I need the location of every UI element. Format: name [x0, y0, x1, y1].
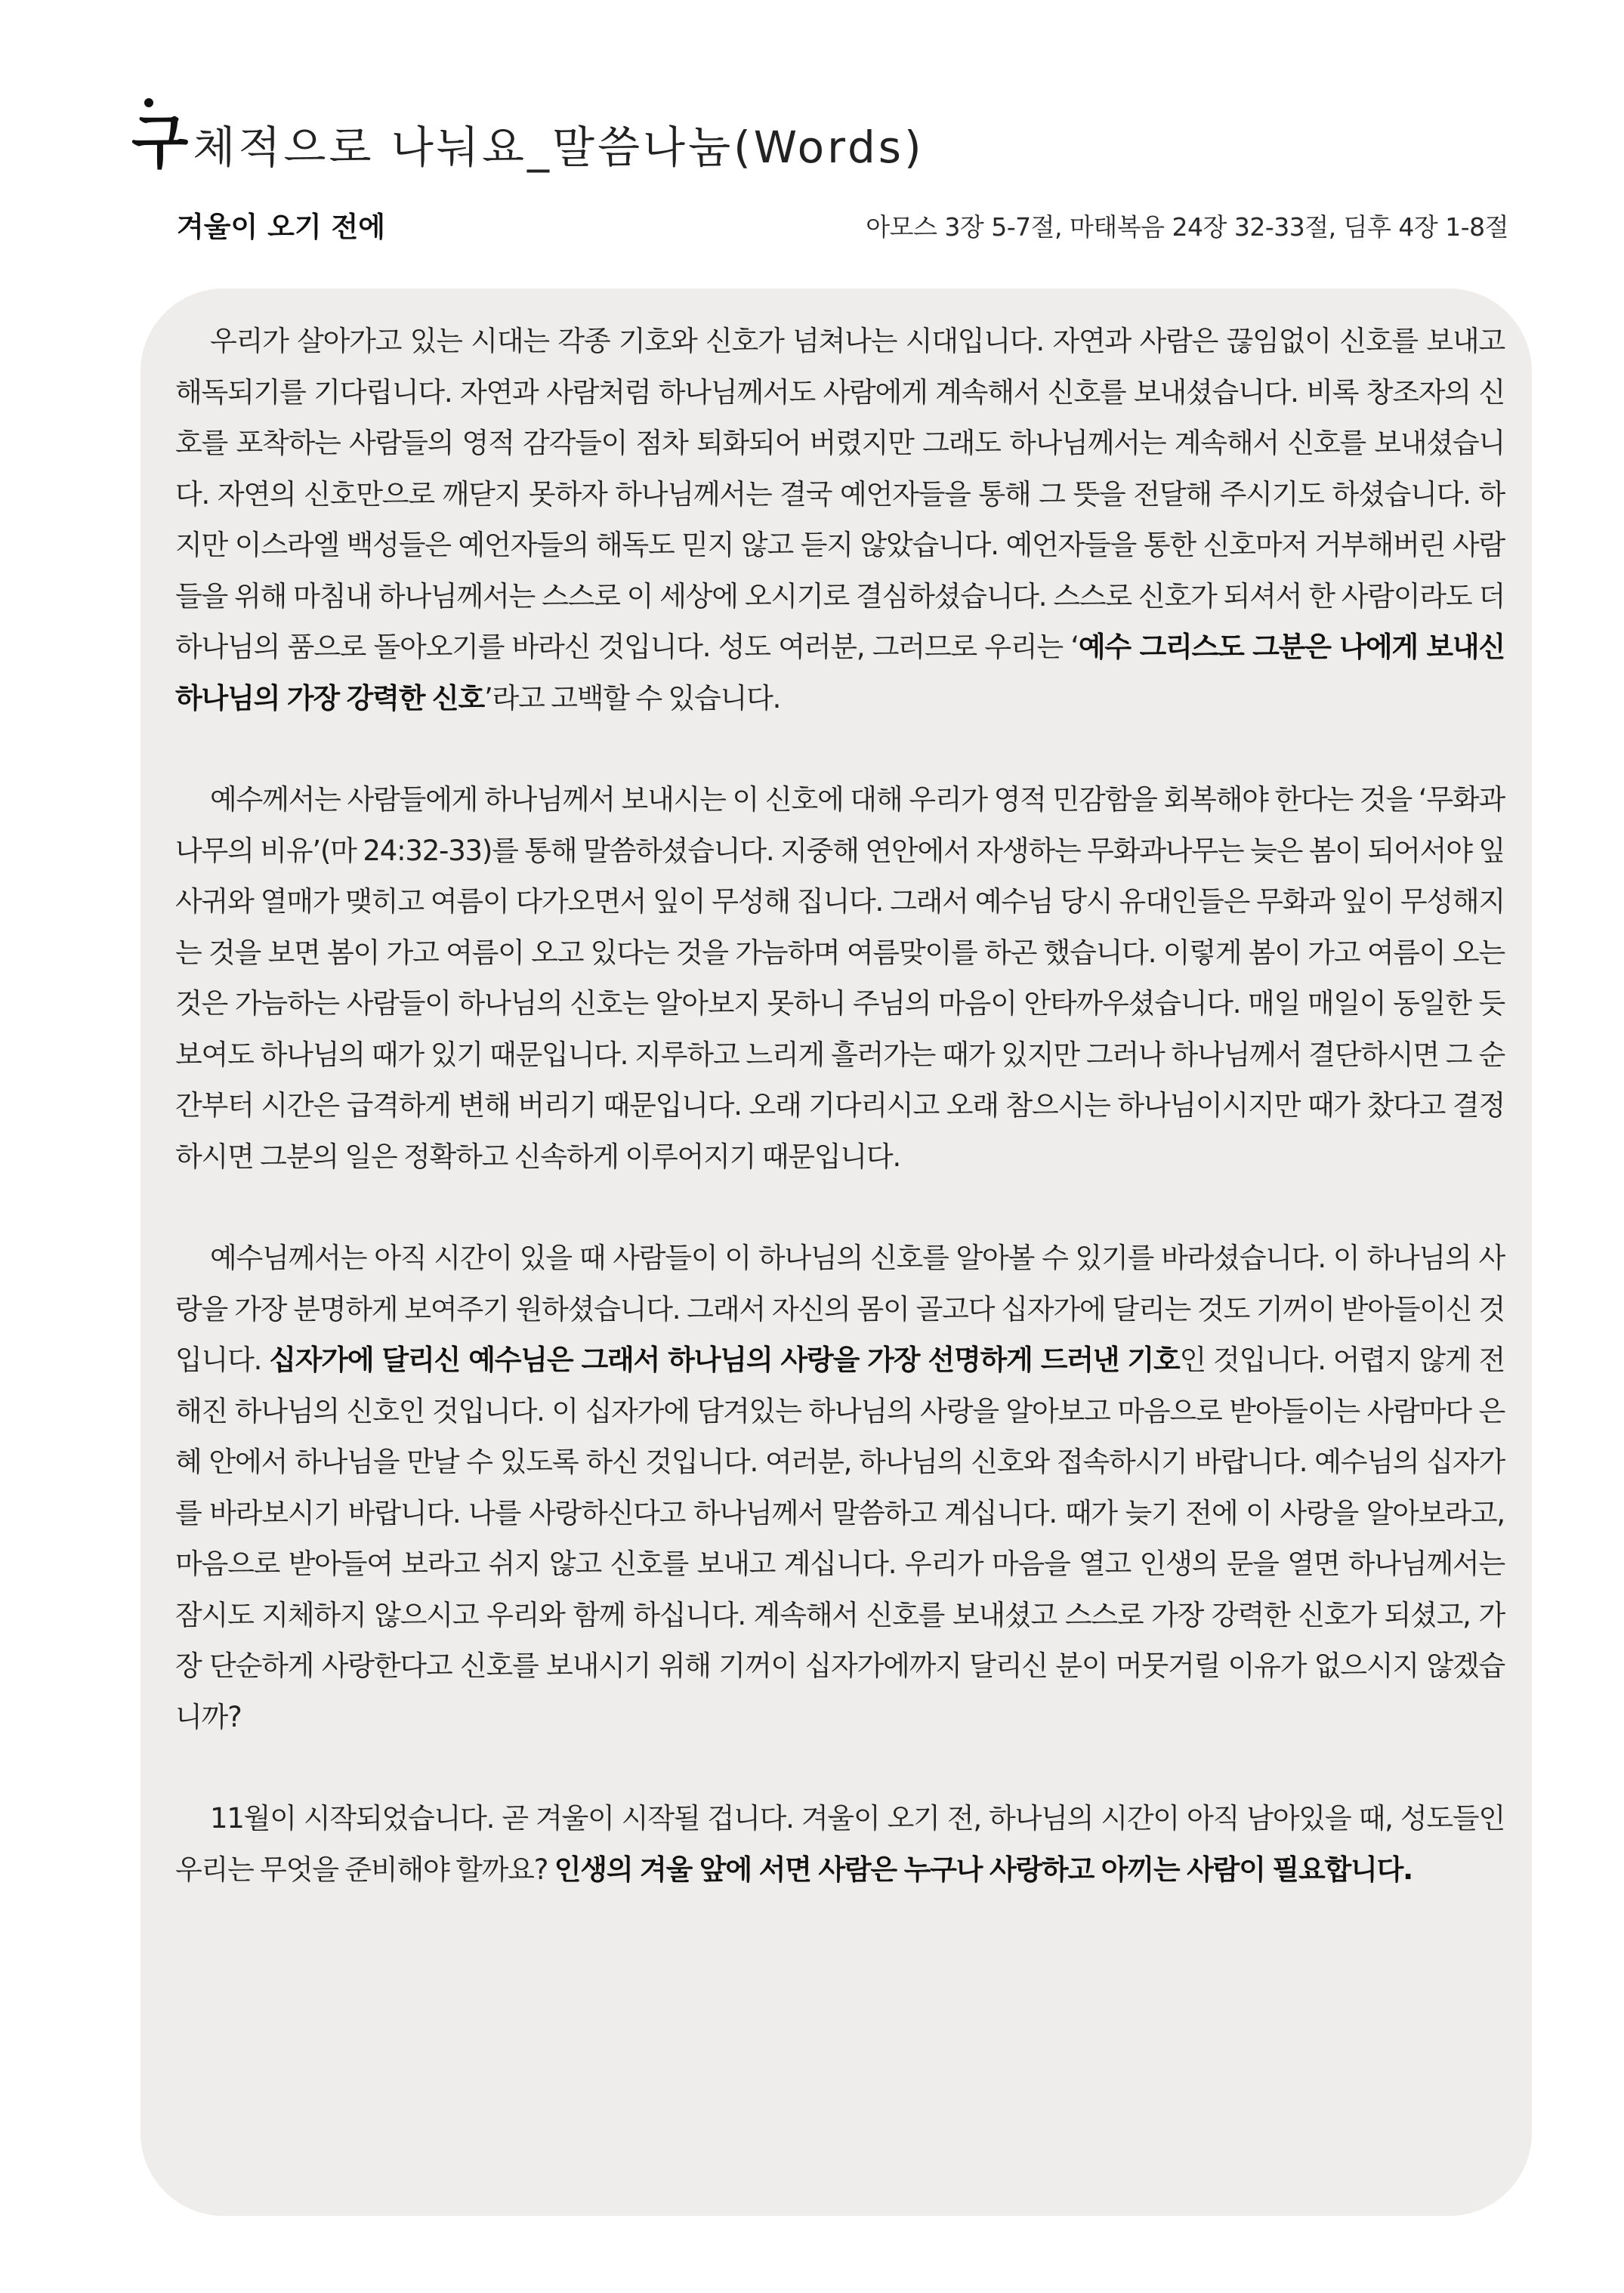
sermon-title: 겨울이 오기 전에	[177, 211, 385, 243]
sermon-content-box	[140, 289, 1532, 2216]
paragraph-text: 11월이 시작되었습니다. 곧 겨울이 시작될 겁니다. 겨울이 오기 전, 하나님의 시간이 아직 남아있을 때, 성도들인 우리는 무엇을 준비해야 할까요?	[175, 1802, 1505, 1886]
emphasis-text: 인생의 겨울 앞에 서면 사람은 누구나 사랑하고 아끼는 사람이 필요합니다.	[554, 1853, 1413, 1886]
paragraph-2	[175, 774, 1505, 1182]
title-ornament-dot	[144, 98, 153, 107]
paragraph-text: 인 것입니다. 어렵지 않게 전해진 하나님의 신호인 것입니다. 이 십자가에 담겨있는 하나님의 사랑을 알아보고 마음으로 받아들이는 사람마다 은혜 안에서 하나님을 만날 수 있도록 하신 것입니다. 여러분, 하나님의 신호와 접속하시기 바랍니다. 예수님의 십자가를 바라보시기 바랍니다. 나를 사랑하신다고 하나님께서 말씀하고 계십니다. 때가 늦기 전에 이 사랑을 알아보라고, 마음으로 받아들여 보라고 쉬지 않고 신호를 보내고 계십니다. 우리가 마음을 열고 인생의 문을 열면 하나님께서는 잠시도 지체하지 않으시고 우리와 함께 하십니다. 계속해서 신호를 보내셨고 스스로 가장 강력한 신호가 되셨고, 가장 단순하게 사랑한다고 신호를 보내시기 위해 기꺼이 십자가에까지 달리신 분이 머뭇거릴 이유가 없으시지 않겠습니까?	[175, 1344, 1505, 1733]
title-initial: 구	[131, 109, 189, 177]
emphasis-text: 예수 그리스도 그분은 나에게 보내신 하나님의 가장 강력한 신호	[175, 631, 1505, 714]
title-text: 체적으로 나눠요_말씀나눔(Words)	[193, 122, 925, 173]
paragraph-text: 예수님께서는 아직 시간이 있을 때 사람들이 이 하나님의 신호를 알아볼 수 있기를 바라셨습니다. 이 하나님의 사랑을 가장 분명하게 보여주기 원하셨습니다. 그래서 자신의 몸이 골고다 십자가에 달리는 것도 기꺼이 받아들이신 것입니다.	[175, 1242, 1505, 1376]
paragraph-4	[175, 1793, 1505, 1895]
paragraph-3	[175, 1233, 1505, 1742]
page-header-title	[131, 109, 925, 181]
emphasis-text: 십자가에 달리신 예수님은 그래서 하나님의 사랑을 가장 선명하게 드러낸 기호	[269, 1344, 1180, 1376]
paragraph-1	[175, 316, 1505, 724]
paragraph-text: 우리가 살아가고 있는 시대는 각종 기호와 신호가 넘쳐나는 시대입니다. 자연과 사람은 끊임없이 신호를 보내고 해독되기를 기다립니다. 자연과 사람처럼 하나님께서도 사람에게 계속해서 신호를 보내셨습니다. 비록 창조자의 신호를 포착하는 사람들의 영적 감각들이 점차 퇴화되어 버렸지만 그래도 하나님께서는 계속해서 신호를 보내셨습니다. 자연의 신호만으로 깨닫지 못하자 하나님께서는 결국 예언자들을 통해 그 뜻을 전달해 주시기도 하셨습니다. 하지만 이스라엘 백성들은 예언자들의 해독도 믿지 않고 듣지 않았습니다. 예언자들을 통한 신호마저 거부해버린 사람들을 위해 마침내 하나님께서는 스스로 이 세상에 오시기로 결심하셨습니다. 스스로 신호가 되셔서 한 사람이라도 더 하나님의 품으로 돌아오기를 바라신 것입니다. 성도 여러분, 그러므로 우리는 ‘	[175, 325, 1505, 663]
paragraph-text: ’라고 고백할 수 있습니다.	[484, 681, 781, 714]
paragraph-text: 예수께서는 사람들에게 하나님께서 보내시는 이 신호에 대해 우리가 영적 민감함을 회복해야 한다는 것을 ‘무화과 나무의 비유’(마 24:32-33)를 통해 말씀하셨습니다. 지중해 연안에서 자생하는 무화과나무는 늦은 봄이 되어서야 잎사귀와 열매가 맺히고 여름이 다가오면서 잎이 무성해 집니다. 그래서 예수님 당시 유대인들은 무화과 잎이 무성해지는 것을 보면 봄이 가고 여름이 오고 있다는 것을 가늠하며 여름맞이를 하곤 했습니다. 이렇게 봄이 가고 여름이 오는 것은 가늠하는 사람들이 하나님의 신호는 알아보지 못하니 주님의 마음이 안타까우셨습니다. 매일 매일이 동일한 듯 보여도 하나님의 때가 있기 때문입니다. 지루하고 느리게 흘러가는 때가 있지만 그러나 하나님께서 결단하시면 그 순간부터 시간은 급격하게 변해 버리기 때문입니다. 오래 기다리시고 오래 참으시는 하나님이시지만 때가 찼다고 결정하시면 그분의 일은 정확하고 신속하게 이루어지기 때문입니다.	[175, 783, 1505, 1173]
scripture-reference: 아모스 3장 5-7절, 마태복음 24장 32-33절, 딤후 4장 1-8절	[866, 212, 1508, 242]
